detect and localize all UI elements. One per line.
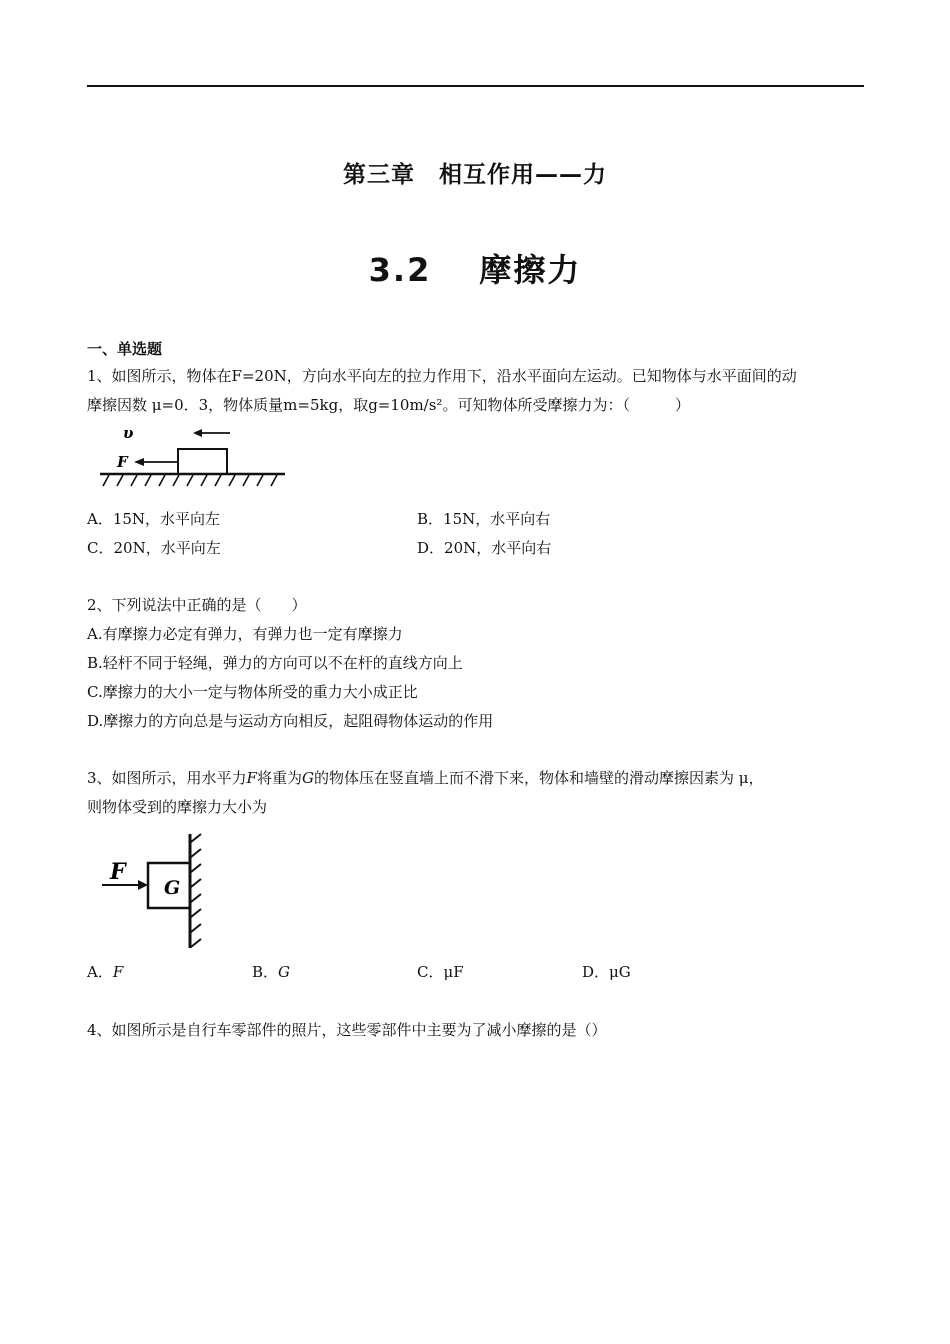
- q3-option-c-value: μF: [443, 963, 464, 981]
- q1-force-arrowhead: [134, 458, 144, 466]
- q1-stem-line-1: 1、如图所示，物体在F=20N，方向水平向左的拉力作用下，沿水平面向左运动。已知物体与水平面间的动: [87, 367, 797, 385]
- q3-stem-weight-symbol: G: [301, 769, 314, 787]
- q3-option-c: [417, 962, 464, 982]
- q3-option-b-value: G: [278, 963, 291, 981]
- section-number: 3.2: [368, 251, 432, 289]
- q1-block: [178, 449, 227, 474]
- q3-option-b-letter: B．: [252, 963, 279, 981]
- q3-weight-label: G: [164, 877, 181, 899]
- q2-option-d: D.摩擦力的方向总是与运动方向相反，起阻碍物体运动的作用: [87, 712, 494, 730]
- q1-ground-hatch: [103, 475, 277, 486]
- section-heading: 一、单选题: [87, 340, 163, 358]
- q3-option-b: [252, 962, 290, 982]
- section-title: 摩擦力: [479, 251, 582, 289]
- q3-option-d-letter: D．: [582, 963, 610, 981]
- q3-option-d: [582, 962, 631, 982]
- q3-option-a: [87, 962, 123, 982]
- q3-option-d-value: μG: [609, 963, 631, 981]
- q1-option-c: C．20N，水平向左: [87, 539, 221, 557]
- q1-option-a: A．15N，水平向左: [87, 510, 221, 528]
- q2-option-c: C.摩擦力的大小一定与物体所受的重力大小成正比: [87, 683, 418, 701]
- q3-stem-line-2: 则物体受到的摩擦力大小为: [87, 798, 268, 816]
- q3-stem-line-1: [87, 768, 764, 788]
- chapter-title: 第三章 相互作用——力: [343, 162, 607, 188]
- q1-option-b: B．15N，水平向右: [417, 510, 551, 528]
- q3-option-a-value: F: [112, 963, 124, 981]
- q3-figure: [98, 832, 213, 950]
- q1-force-label: F: [117, 453, 128, 471]
- section-title-block: [0, 245, 950, 291]
- q1-velocity-label: υ: [123, 424, 134, 442]
- q1-figure: [95, 422, 290, 490]
- q1-option-d: D．20N，水平向右: [417, 539, 552, 557]
- q3-wall-hatch: [191, 834, 201, 947]
- q2-option-a: A.有摩擦力必定有弹力，有弹力也一定有摩擦力: [87, 625, 403, 643]
- q3-option-a-letter: A．: [87, 963, 113, 981]
- q3-force-label: F: [110, 859, 126, 885]
- q3-force-arrowhead: [138, 880, 148, 890]
- header-rule: [87, 85, 864, 87]
- q3-option-c-letter: C．: [417, 963, 444, 981]
- q3-stem-part-c: 的物体压在竖直墙上而不滑下来，物体和墙壁的滑动摩擦因素为 μ，: [313, 769, 764, 787]
- q3-stem-force-symbol: F: [246, 769, 257, 787]
- q1-stem-line-2: 摩擦因数 μ=0．3，物体质量m=5kg，取g=10m/s²。可知物体所受摩擦力为：（ ）: [87, 396, 690, 414]
- q3-stem-part-b: 将重为: [256, 769, 302, 787]
- q3-stem-part-a: 3、如图所示，用水平力: [87, 769, 247, 787]
- q2-option-b: B.轻杆不同于轻绳，弹力的方向可以不在杆的直线方向上: [87, 654, 463, 672]
- q1-velocity-arrowhead: [193, 429, 202, 437]
- q2-stem: 2、下列说法中正确的是（ ）: [87, 596, 307, 614]
- q4-stem: 4、如图所示是自行车零部件的照片，这些零部件中主要为了减小摩擦的是（）: [87, 1021, 607, 1039]
